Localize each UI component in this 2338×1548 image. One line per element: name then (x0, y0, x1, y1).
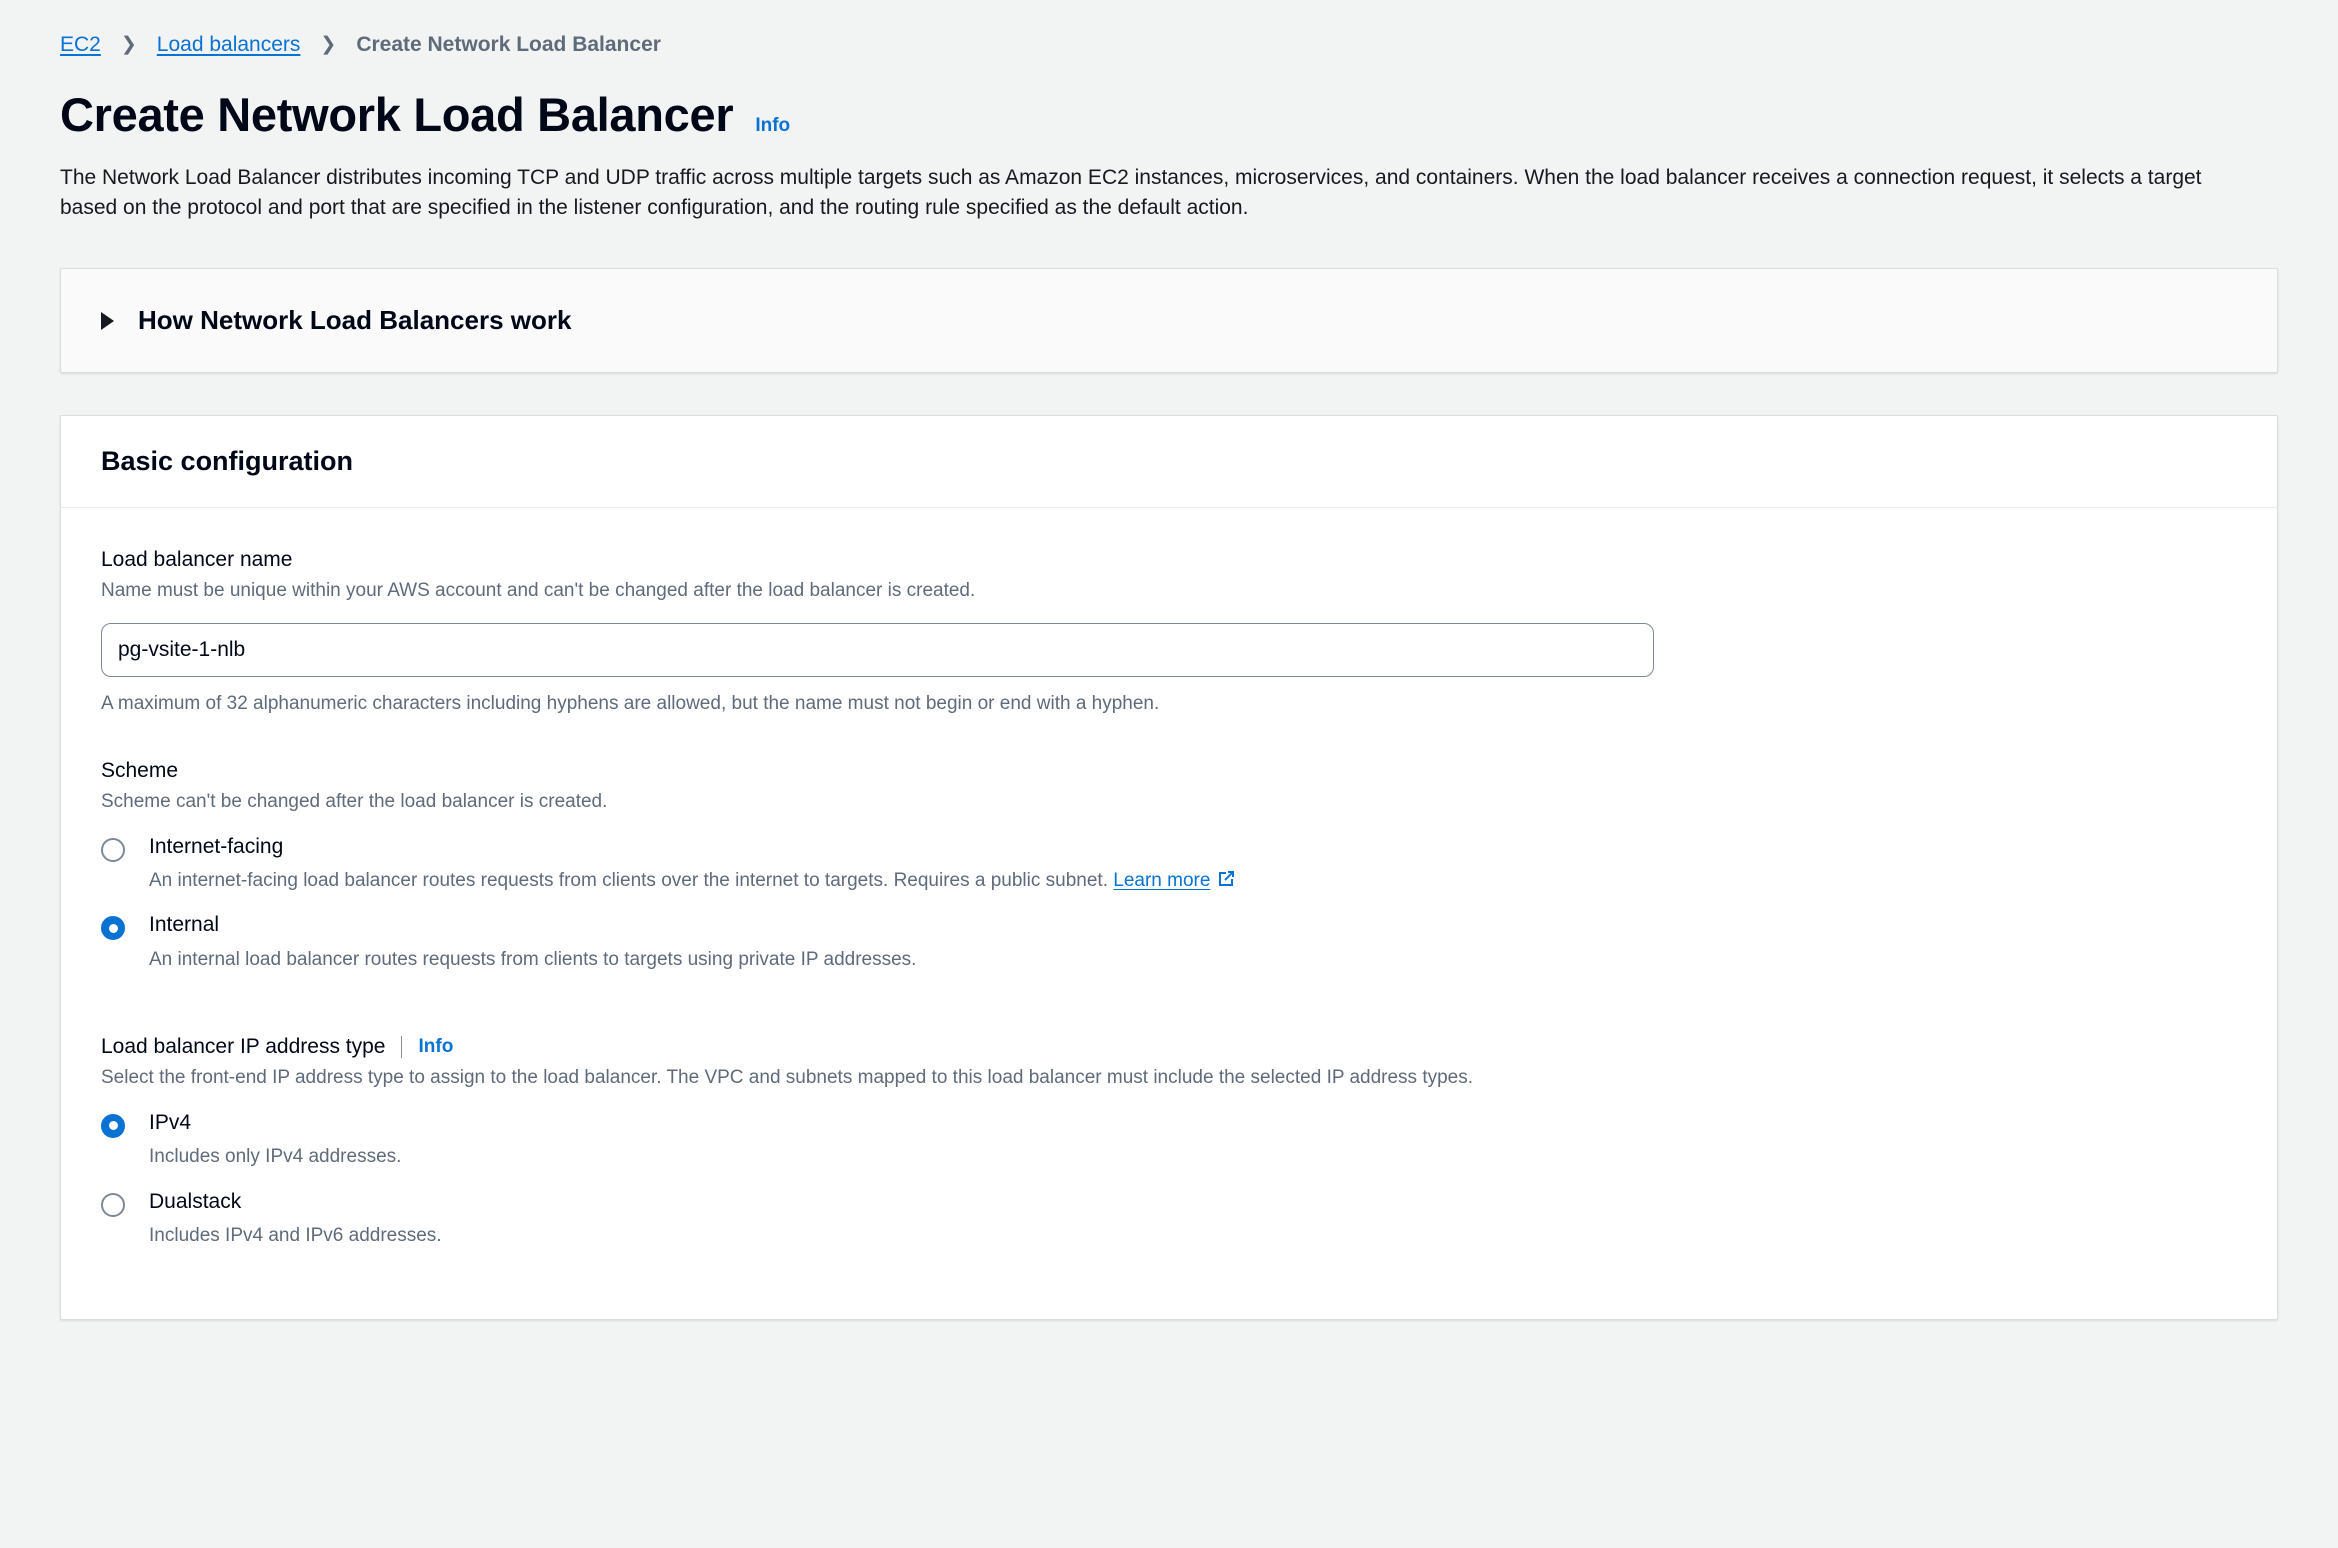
ip-address-type-option-dualstack[interactable] (101, 1189, 2237, 1266)
caret-right-icon (101, 312, 114, 330)
radio-unchecked-icon[interactable] (101, 838, 125, 862)
radio-checked-icon[interactable] (101, 1114, 125, 1138)
scheme-field (101, 759, 2237, 989)
ip-address-type-radio-group (101, 1110, 2237, 1266)
scheme-description: Scheme can't be changed after the load balancer is created. (101, 790, 608, 812)
breadcrumb-item-ec2[interactable]: EC2 (60, 33, 101, 56)
scheme-option-internet-facing-description (149, 868, 1236, 895)
load-balancer-name-label-text: Load balancer name (101, 548, 293, 572)
ip-address-type-option-dualstack-label: Dualstack (149, 1189, 242, 1213)
ip-address-type-info-link[interactable]: Info (418, 1036, 454, 1058)
breadcrumb-item-current: Create Network Load Balancer (356, 33, 661, 56)
radio-checked-icon[interactable] (101, 916, 125, 940)
ip-address-type-description: Select the front-end IP address type to assign to the load balancer. The VPC and subnets mapped to this load balancer must include the selected IP address types. (101, 1067, 1474, 1089)
scheme-option-internet-facing-description-text: An internet-facing load balancer routes requests from clients over the internet to targets. Requires a public subnet. (149, 869, 1108, 891)
spacer (101, 715, 2237, 759)
scheme-option-internal-label: Internal (149, 913, 220, 937)
page-info-link[interactable]: Info (755, 115, 791, 136)
ip-address-type-option-ipv4[interactable] (101, 1110, 2237, 1187)
ip-address-type-option-ipv4-description: Includes only IPv4 addresses. (149, 1146, 402, 1168)
load-balancer-name-field (101, 548, 2237, 715)
breadcrumb-item-load-balancers[interactable]: Load balancers (156, 33, 301, 56)
scheme-label (101, 759, 2237, 783)
basic-configuration-body (61, 508, 2277, 1319)
spacer (101, 991, 2237, 1035)
basic-configuration-container (60, 415, 2278, 1320)
load-balancer-name-constraint: A maximum of 32 alphanumeric characters including hyphens are allowed, but the name must not begin or end with a hyphen. (101, 692, 1160, 714)
load-balancer-name-label (101, 548, 2237, 572)
scheme-learn-more-link[interactable]: Learn more (1113, 869, 1211, 891)
scheme-option-internet-facing[interactable] (101, 834, 2237, 911)
radio-unchecked-icon[interactable] (101, 1193, 125, 1217)
page-description: The Network Load Balancer distributes incoming TCP and UDP traffic across multiple targets such as Amazon EC2 instances, microservices, and containers. When the load balancer receives a connection request, it selects a target based on the protocol and port that are specified in the listener configuration, and the routing rule specified as the default action. (60, 165, 2202, 219)
load-balancer-name-input[interactable] (101, 623, 1654, 677)
breadcrumb (60, 34, 2278, 55)
ip-address-type-label (101, 1035, 2237, 1059)
how-it-works-container (60, 268, 2278, 373)
load-balancer-name-description: Name must be unique within your AWS account and can't be changed after the load balancer is created. (101, 580, 976, 602)
ip-address-type-label-text: Load balancer IP address type (101, 1035, 386, 1059)
breadcrumb-separator-icon: ❯ (120, 34, 137, 55)
ip-address-type-option-ipv4-label: IPv4 (149, 1110, 192, 1134)
scheme-option-internet-facing-label: Internet-facing (149, 834, 284, 858)
page-title-row (60, 89, 2278, 141)
how-it-works-title: How Network Load Balancers work (138, 305, 572, 336)
basic-configuration-header (61, 416, 2277, 508)
label-divider (401, 1036, 402, 1058)
ip-address-type-option-dualstack-description: Includes IPv4 and IPv6 addresses. (149, 1224, 442, 1246)
scheme-label-text: Scheme (101, 758, 179, 782)
scheme-radio-group (101, 834, 2237, 990)
basic-configuration-title: Basic configuration (101, 446, 354, 477)
external-link-icon (1216, 869, 1236, 889)
how-it-works-toggle[interactable] (61, 269, 2277, 372)
ip-address-type-field (101, 1035, 2237, 1265)
scheme-option-internal[interactable] (101, 912, 2237, 989)
page-title: Create Network Load Balancer (60, 88, 734, 141)
scheme-option-internal-description: An internal load balancer routes requests from clients to targets using private IP addresses. (149, 948, 917, 970)
breadcrumb-separator-icon: ❯ (320, 34, 337, 55)
